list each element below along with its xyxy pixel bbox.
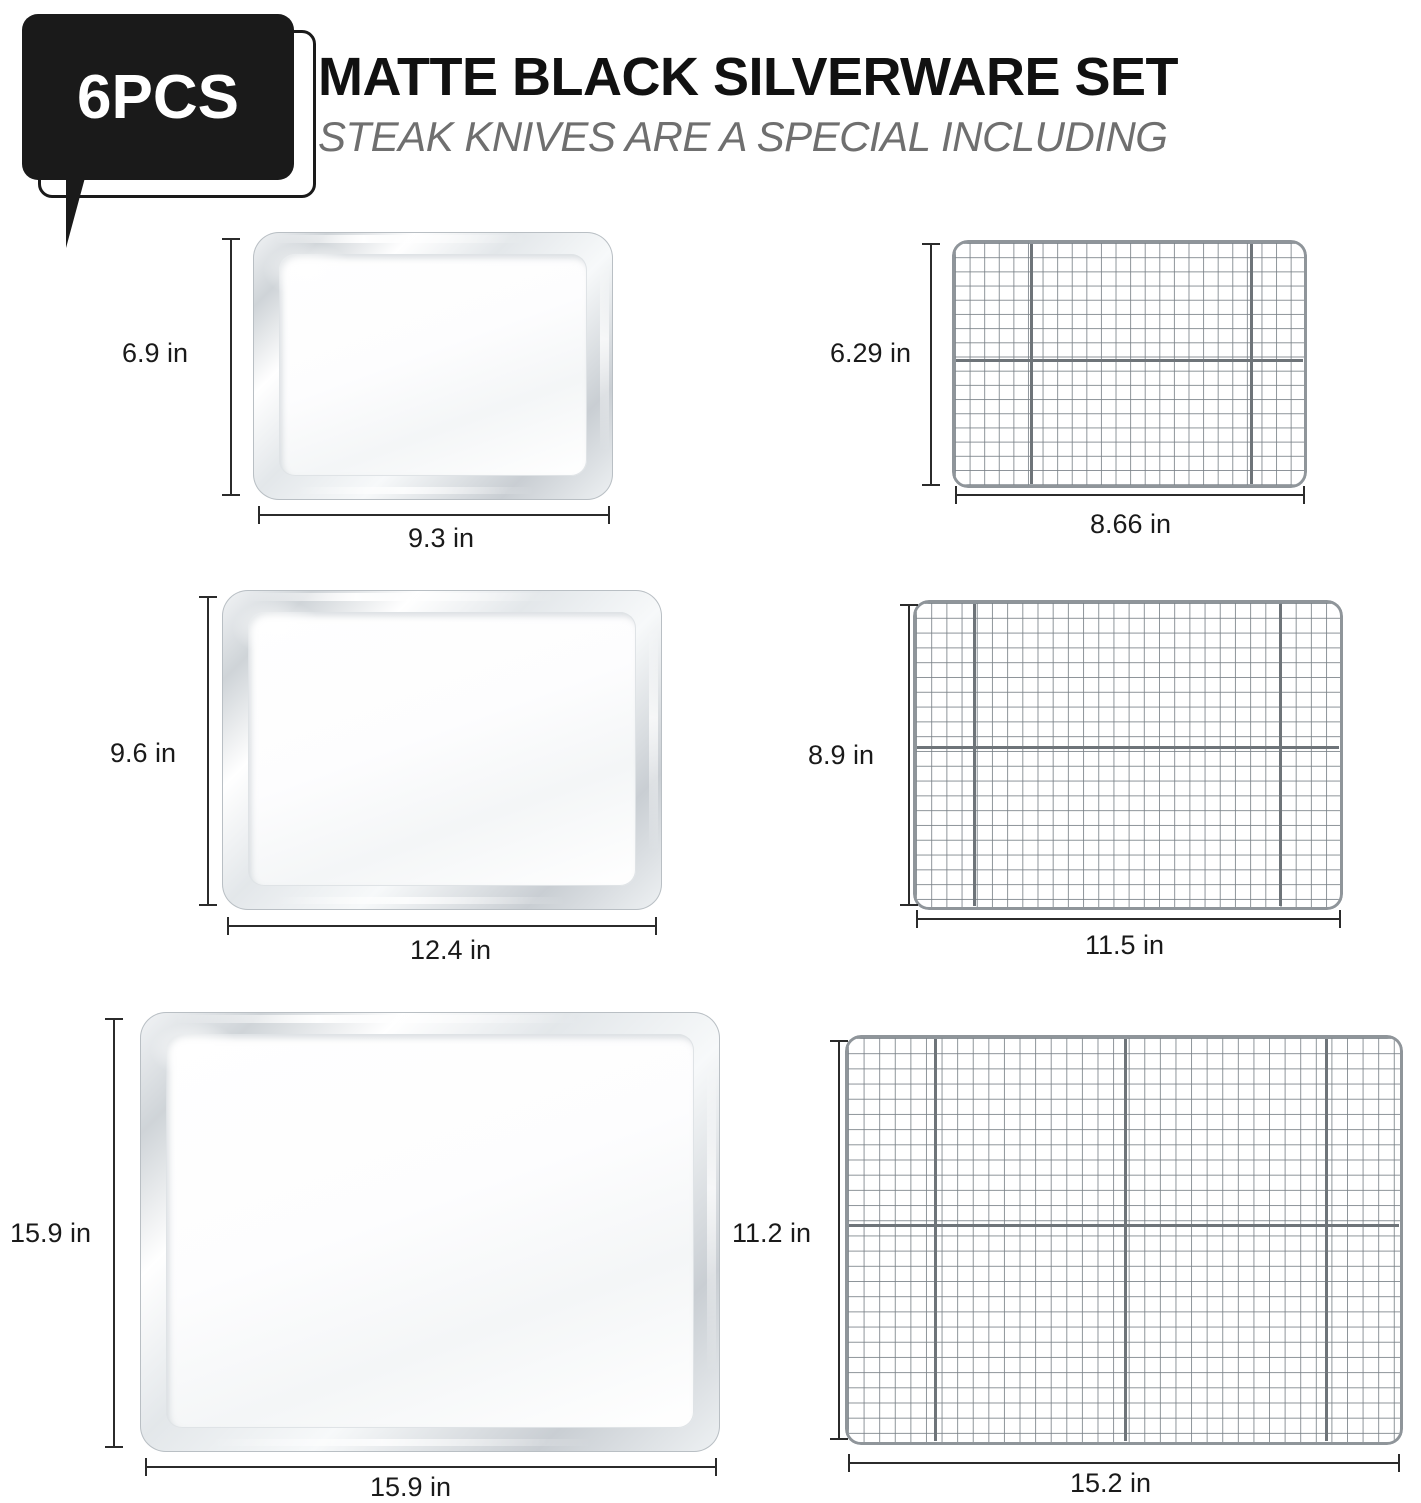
- dimension-line-horizontal: [145, 1466, 717, 1468]
- medium-tray-height-label: 9.6 in: [110, 738, 177, 768]
- dimension-tick: [1303, 486, 1305, 504]
- tray-highlight-bottom: [275, 897, 565, 904]
- large-baking-tray-image: [140, 1012, 720, 1452]
- tray-highlight-top: [175, 1015, 581, 1023]
- badge-label: 6PCS: [77, 62, 239, 132]
- dimension-tick: [830, 1438, 848, 1440]
- header-banner: [0, 0, 1421, 210]
- medium-tray-width-label: 12.4 in: [410, 935, 492, 965]
- tray-highlight-right: [600, 264, 609, 452]
- tray-highlight-bottom: [296, 487, 534, 494]
- small-rack-height-label: 6.29 in: [830, 338, 912, 368]
- dimension-tick: [848, 1454, 850, 1472]
- dimension-tick: [916, 910, 918, 928]
- dimension-tick: [922, 484, 940, 486]
- page-subtitle: STEAK KNIVES ARE A SPECIAL INCLUDING: [318, 113, 1168, 161]
- small-rack-width-label: 8.66 in: [1090, 509, 1172, 539]
- dimension-line-vertical: [230, 238, 232, 496]
- dimension-tick: [655, 917, 657, 935]
- tray-highlight-corner: [232, 600, 322, 656]
- rack-frame: [845, 1035, 1403, 1445]
- dimension-tick: [258, 506, 260, 524]
- large-cooling-rack-image: [845, 1035, 1403, 1445]
- tray-highlight-right: [707, 1065, 716, 1373]
- dimension-tick: [105, 1446, 123, 1448]
- medium-rack-height-label: 8.9 in: [808, 740, 875, 770]
- large-rack-width-label: 15.2 in: [1070, 1468, 1152, 1498]
- dimension-tick: [222, 494, 240, 496]
- dimension-tick: [222, 238, 240, 240]
- dimension-tick: [608, 506, 610, 524]
- tray-highlight-bottom: [210, 1439, 593, 1446]
- tray-highlight-corner: [150, 1022, 240, 1078]
- dimension-tick: [1339, 910, 1341, 928]
- large-rack-height-label: 11.2 in: [732, 1218, 812, 1248]
- dimension-tick: [830, 1040, 848, 1042]
- title-block: [318, 47, 1408, 161]
- dimension-tick: [900, 604, 918, 606]
- dimension-line-vertical: [113, 1018, 115, 1448]
- small-baking-tray-image: [253, 232, 613, 500]
- dimension-tick: [715, 1458, 717, 1476]
- large-tray-width-label: 15.9 in: [370, 1472, 452, 1502]
- rack-frame: [952, 240, 1307, 488]
- dimension-line-horizontal: [916, 918, 1341, 920]
- dimension-tick: [105, 1018, 123, 1020]
- dimension-line-horizontal: [848, 1462, 1400, 1464]
- badge-pointer-icon: [66, 174, 108, 248]
- dimension-line-vertical: [908, 604, 910, 906]
- small-tray-height-label: 6.9 in: [122, 338, 189, 368]
- pieces-badge: [14, 8, 314, 228]
- tray-highlight-right: [649, 628, 658, 852]
- dimension-line-vertical: [207, 596, 209, 906]
- medium-rack-width-label: 11.5 in: [1085, 930, 1165, 960]
- small-cooling-rack-image: [952, 240, 1307, 488]
- dimension-line-horizontal: [258, 514, 610, 516]
- dimension-tick: [900, 904, 918, 906]
- tray-inner-surface: [166, 1034, 694, 1428]
- medium-cooling-rack-image: [913, 600, 1343, 910]
- large-tray-height-label: 15.9 in: [10, 1218, 92, 1248]
- tray-highlight-corner: [263, 242, 353, 298]
- dimension-tick: [199, 904, 217, 906]
- dimension-line-horizontal: [227, 925, 657, 927]
- rack-frame: [913, 600, 1343, 910]
- dimension-line-vertical: [930, 243, 932, 486]
- dimension-tick: [922, 243, 940, 245]
- small-tray-width-label: 9.3 in: [408, 523, 475, 553]
- dimension-tick: [145, 1458, 147, 1476]
- medium-baking-tray-image: [222, 590, 662, 910]
- dimension-tick: [955, 486, 957, 504]
- dimension-tick: [1398, 1454, 1400, 1472]
- page-title: MATTE BLACK SILVERWARE SET: [318, 47, 1179, 107]
- dimension-tick: [199, 596, 217, 598]
- dimension-line-horizontal: [955, 494, 1305, 496]
- dimension-line-vertical: [838, 1040, 840, 1440]
- dimension-tick: [227, 917, 229, 935]
